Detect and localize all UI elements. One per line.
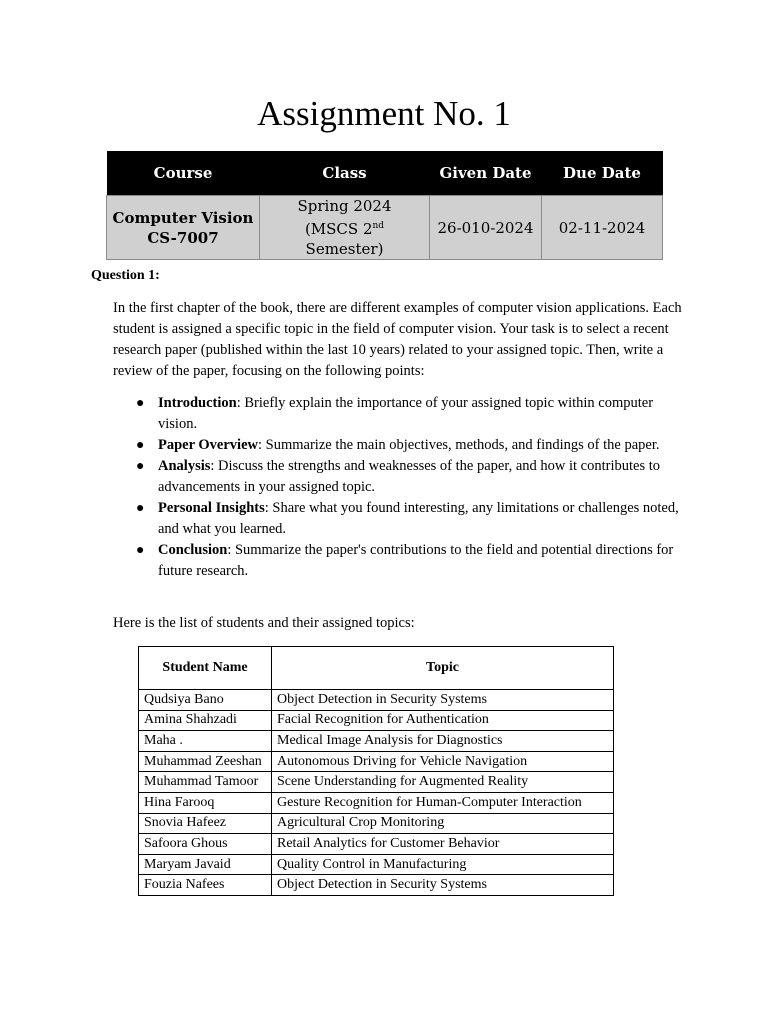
students-list-intro: Here is the list of students and their assigned topics: [113,615,415,631]
student-topic: Autonomous Driving for Vehicle Navigation [272,751,614,772]
question-paragraph: In the first chapter of the book, there are different examples of computer vision applications. Each student is assigned a specific topic in the field of computer vision. Your task is to select a recent research paper (published within the last 10 years) related to your assigned topic. Then, write a review of the paper, focusing on the following points: [113,300,682,379]
course-name: Computer Vision [112,208,254,227]
student-name: Muhammad Tamoor [139,772,272,793]
course-info-row [107,196,663,260]
table-row [139,875,614,896]
students-table [138,646,614,896]
bullet-icon: ● [136,438,145,453]
header-class: Class [260,151,430,196]
list-item [113,393,685,435]
bullet-icon: ● [136,501,145,516]
table-row [139,813,614,834]
student-topic: Object Detection in Security Systems [272,875,614,896]
student-topic: Facial Recognition for Authentication [272,710,614,731]
student-name: Maha . [139,731,272,752]
student-name: Amina Shahzadi [139,710,272,731]
table-row [139,834,614,855]
header-topic: Topic [272,647,614,690]
student-topic: Retail Analytics for Customer Behavior [272,834,614,855]
list-item [113,540,685,582]
student-topic: Quality Control in Manufacturing [272,854,614,875]
list-item [113,435,685,456]
class-program-prefix: (MSCS 2 [304,220,373,238]
student-name: Safoora Ghous [139,834,272,855]
bullet-icon: ● [136,459,145,474]
point-text: : Summarize the paper's contributions to the field and potential directions for future research. [158,542,674,579]
due-date-cell: 02-11-2024 [542,196,663,260]
table-row [139,731,614,752]
course-code: CS-7007 [147,228,219,247]
bullet-icon: ● [136,543,145,558]
page-title: Assignment No. 1 [257,94,511,133]
student-name: Fouzia Nafees [139,875,272,896]
table-row [139,854,614,875]
class-program-sup: nd [372,221,385,231]
student-name: Snovia Hafeez [139,813,272,834]
header-student-name: Student Name [139,647,272,690]
point-text: : Summarize the main objectives, methods, and findings of the paper. [258,437,660,453]
class-cell [260,196,430,260]
point-text: : Briefly explain the importance of your assigned topic within computer vision. [158,395,654,432]
student-name: Qudsiya Bano [139,690,272,711]
list-item [113,456,685,498]
header-given-date: Given Date [430,151,542,196]
student-name: Hina Farooq [139,792,272,813]
course-info-header-row [107,151,663,196]
table-row [139,710,614,731]
student-topic: Medical Image Analysis for Diagnostics [272,731,614,752]
point-text: : Discuss the strengths and weaknesses of the paper, and how it contributes to advancements in your assigned topic. [158,458,661,495]
header-course: Course [107,151,260,196]
class-term: Spring 2024 [297,197,392,215]
course-cell [107,196,260,260]
student-topic: Agricultural Crop Monitoring [272,813,614,834]
table-row [139,792,614,813]
review-points-list [113,393,685,582]
point-text: : Share what you found interesting, any limitations or challenges noted, and what you learned. [158,500,679,537]
student-name: Maryam Javaid [139,854,272,875]
student-topic: Gesture Recognition for Human-Computer Interaction [272,792,614,813]
table-row [139,690,614,711]
point-term: Conclusion [158,542,228,558]
table-row [139,751,614,772]
table-row [139,772,614,793]
bullet-icon: ● [136,396,145,411]
list-item [113,498,685,540]
point-term: Analysis [158,458,211,474]
class-program-suffix: Semester) [305,240,384,258]
header-due-date: Due Date [542,151,663,196]
course-info-table [106,151,663,260]
point-term: Paper Overview [158,437,258,453]
class-program [264,216,425,259]
point-term: Introduction [158,395,237,411]
student-name: Muhammad Zeeshan [139,751,272,772]
question-heading: Question 1: [91,268,160,283]
student-topic: Scene Understanding for Augmented Reality [272,772,614,793]
given-date-cell: 26-010-2024 [430,196,542,260]
students-header-row [139,647,614,690]
student-topic: Object Detection in Security Systems [272,690,614,711]
point-term: Personal Insights [158,500,265,516]
